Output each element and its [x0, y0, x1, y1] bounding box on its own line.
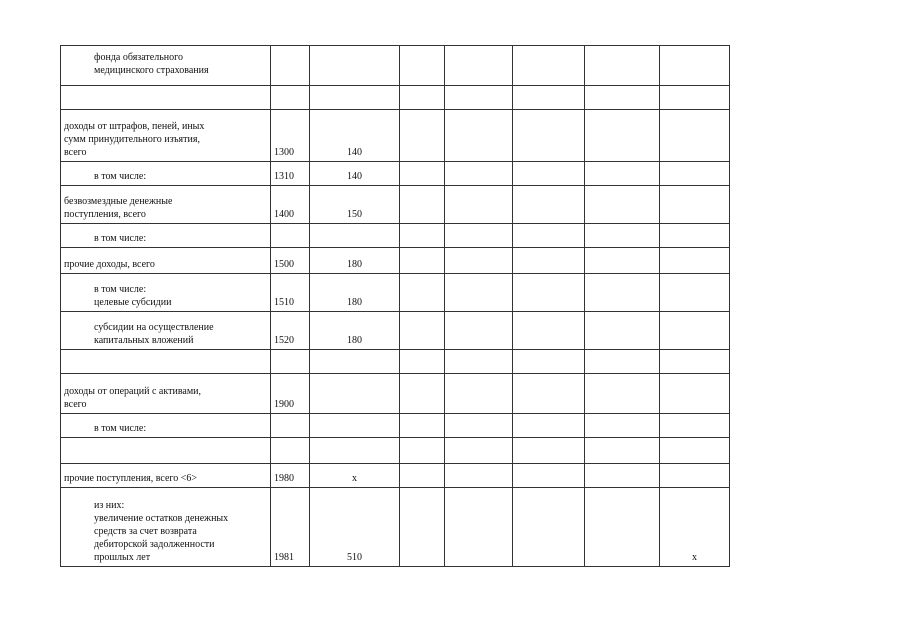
row-amount-cell	[585, 312, 660, 350]
table-row	[61, 110, 730, 162]
table-row	[61, 86, 730, 110]
row-amount-cell	[400, 248, 445, 274]
table-row	[61, 186, 730, 224]
row-last-cell	[660, 46, 730, 86]
table-row	[61, 248, 730, 274]
row-amount-cell	[513, 312, 585, 350]
row-name-cell: прочие доходы, всего	[61, 248, 271, 274]
row-kosgu-cell	[310, 350, 400, 374]
row-amount-cell	[400, 312, 445, 350]
row-amount-cell	[585, 186, 660, 224]
row-kosgu-cell: 180	[310, 274, 400, 312]
row-name-cell: безвозмездные денежные поступления, всего	[61, 186, 271, 224]
row-amount-cell	[400, 224, 445, 248]
row-amount-cell	[585, 248, 660, 274]
table-row	[61, 162, 730, 186]
row-kosgu-cell	[310, 414, 400, 438]
table-row	[61, 464, 730, 488]
row-amount-cell	[513, 374, 585, 414]
table-body	[61, 46, 730, 567]
row-name-cell: в том числе:	[61, 414, 271, 438]
row-name-cell: в том числе:	[61, 162, 271, 186]
row-last-cell	[660, 312, 730, 350]
row-amount-cell	[445, 186, 513, 224]
row-amount-cell	[513, 438, 585, 464]
row-amount-cell	[400, 414, 445, 438]
row-amount-cell	[400, 46, 445, 86]
row-last-cell	[660, 374, 730, 414]
row-amount-cell	[445, 46, 513, 86]
table-row	[61, 438, 730, 464]
row-name-cell: прочие поступления, всего <6>	[61, 464, 271, 488]
row-kosgu-cell	[310, 438, 400, 464]
row-amount-cell	[585, 374, 660, 414]
row-code-cell	[271, 224, 310, 248]
row-kosgu-cell	[310, 224, 400, 248]
row-amount-cell	[400, 350, 445, 374]
row-kosgu-cell	[310, 46, 400, 86]
row-code-cell	[271, 438, 310, 464]
row-amount-cell	[445, 464, 513, 488]
row-last-cell	[660, 414, 730, 438]
row-amount-cell	[445, 438, 513, 464]
row-last-cell	[660, 248, 730, 274]
table-row	[61, 350, 730, 374]
row-amount-cell	[513, 350, 585, 374]
row-name-cell	[61, 350, 271, 374]
row-kosgu-cell: 180	[310, 248, 400, 274]
row-name-cell: доходы от штрафов, пеней, иных сумм принудительного изъятия, всего	[61, 110, 271, 162]
table-row	[61, 414, 730, 438]
row-name-cell: в том числе: целевые субсидии	[61, 274, 271, 312]
row-amount-cell	[400, 162, 445, 186]
row-code-cell: 1400	[271, 186, 310, 224]
revenue-table	[60, 45, 730, 567]
row-amount-cell	[513, 274, 585, 312]
row-code-cell: 1300	[271, 110, 310, 162]
row-code-cell: 1981	[271, 488, 310, 567]
table-row	[61, 274, 730, 312]
row-amount-cell	[400, 488, 445, 567]
table-row	[61, 312, 730, 350]
row-amount-cell	[585, 488, 660, 567]
row-amount-cell	[445, 488, 513, 567]
row-amount-cell	[400, 374, 445, 414]
row-amount-cell	[513, 46, 585, 86]
row-amount-cell	[400, 110, 445, 162]
row-amount-cell	[445, 312, 513, 350]
table-row	[61, 46, 730, 86]
row-code-cell	[271, 414, 310, 438]
row-last-cell	[660, 464, 730, 488]
row-kosgu-cell: 510	[310, 488, 400, 567]
row-code-cell	[271, 350, 310, 374]
row-code-cell: 1520	[271, 312, 310, 350]
row-name-cell: доходы от операций с активами, всего	[61, 374, 271, 414]
row-kosgu-cell: 140	[310, 162, 400, 186]
row-amount-cell	[585, 224, 660, 248]
row-amount-cell	[445, 350, 513, 374]
row-last-cell	[660, 186, 730, 224]
row-amount-cell	[445, 274, 513, 312]
row-amount-cell	[445, 86, 513, 110]
row-name-cell: из них: увеличение остатков денежных средств за счет возврата дебиторской задолженности прошлых лет	[61, 488, 271, 567]
row-amount-cell	[585, 414, 660, 438]
row-kosgu-cell: 140	[310, 110, 400, 162]
row-last-cell	[660, 438, 730, 464]
row-amount-cell	[445, 224, 513, 248]
row-amount-cell	[445, 110, 513, 162]
row-amount-cell	[513, 186, 585, 224]
row-amount-cell	[585, 350, 660, 374]
row-amount-cell	[400, 464, 445, 488]
row-code-cell	[271, 46, 310, 86]
row-amount-cell	[585, 46, 660, 86]
row-amount-cell	[445, 414, 513, 438]
row-kosgu-cell: 180	[310, 312, 400, 350]
row-last-cell	[660, 110, 730, 162]
row-name-cell	[61, 86, 271, 110]
row-amount-cell	[513, 414, 585, 438]
row-kosgu-cell: 150	[310, 186, 400, 224]
row-kosgu-cell	[310, 86, 400, 110]
row-last-cell: x	[660, 488, 730, 567]
row-name-cell: фонда обязательного медицинского страхования	[61, 46, 271, 86]
row-last-cell	[660, 350, 730, 374]
row-amount-cell	[585, 86, 660, 110]
row-code-cell: 1310	[271, 162, 310, 186]
row-amount-cell	[400, 86, 445, 110]
row-amount-cell	[585, 110, 660, 162]
row-amount-cell	[445, 248, 513, 274]
row-amount-cell	[585, 464, 660, 488]
row-amount-cell	[585, 438, 660, 464]
table-row	[61, 374, 730, 414]
row-amount-cell	[585, 162, 660, 186]
row-code-cell: 1980	[271, 464, 310, 488]
row-kosgu-cell	[310, 374, 400, 414]
row-amount-cell	[445, 162, 513, 186]
row-amount-cell	[400, 438, 445, 464]
row-amount-cell	[513, 162, 585, 186]
table-row	[61, 488, 730, 567]
row-code-cell: 1500	[271, 248, 310, 274]
row-name-cell: субсидии на осуществление капитальных вложений	[61, 312, 271, 350]
row-last-cell	[660, 224, 730, 248]
row-amount-cell	[400, 274, 445, 312]
table-row	[61, 224, 730, 248]
row-name-cell: в том числе:	[61, 224, 271, 248]
row-amount-cell	[585, 274, 660, 312]
row-amount-cell	[513, 464, 585, 488]
row-code-cell: 1510	[271, 274, 310, 312]
row-amount-cell	[445, 374, 513, 414]
row-amount-cell	[400, 186, 445, 224]
row-amount-cell	[513, 86, 585, 110]
row-amount-cell	[513, 488, 585, 567]
row-last-cell	[660, 274, 730, 312]
row-last-cell	[660, 86, 730, 110]
row-name-cell	[61, 438, 271, 464]
row-kosgu-cell: x	[310, 464, 400, 488]
row-amount-cell	[513, 224, 585, 248]
row-amount-cell	[513, 248, 585, 274]
row-amount-cell	[513, 110, 585, 162]
row-code-cell: 1900	[271, 374, 310, 414]
row-last-cell	[660, 162, 730, 186]
row-code-cell	[271, 86, 310, 110]
